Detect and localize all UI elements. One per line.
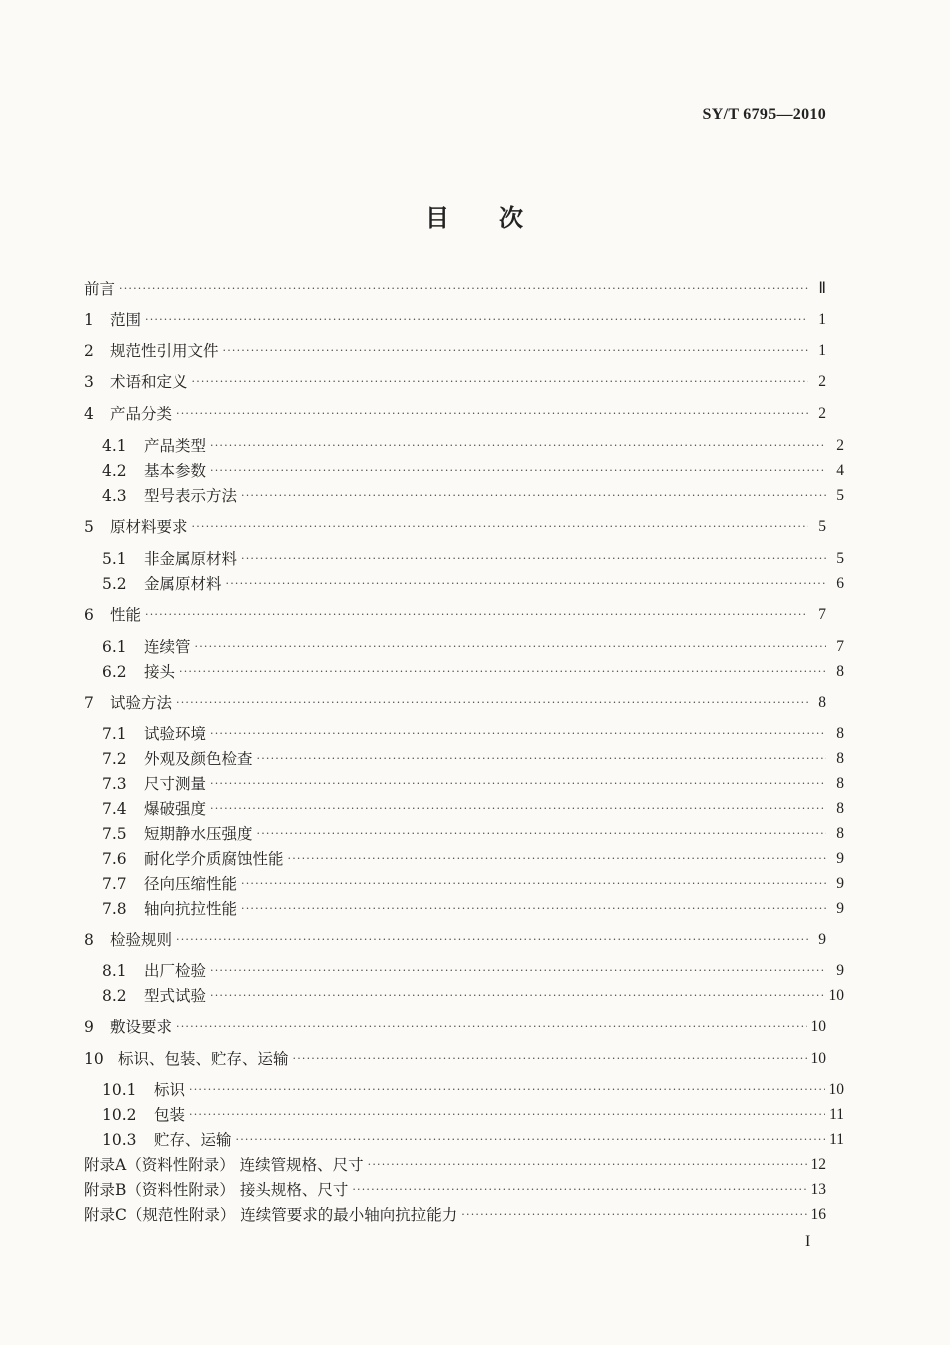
- toc-page: 2: [836, 437, 844, 454]
- toc-number: 4.3: [102, 487, 127, 505]
- toc-entry[interactable]: [84, 848, 844, 870]
- toc-entry[interactable]: [84, 985, 844, 1007]
- toc-number: 7.6: [102, 850, 127, 868]
- toc-number: 8.2: [102, 987, 127, 1005]
- toc-entry[interactable]: [84, 898, 844, 920]
- toc-number: 1: [84, 311, 94, 329]
- toc-page: 16: [810, 1206, 826, 1223]
- toc-label: 原材料要求: [110, 518, 188, 536]
- toc-page: 10: [810, 1018, 826, 1035]
- toc-number: 10.1: [102, 1081, 137, 1099]
- toc-label: 接头: [144, 663, 176, 681]
- toc-page: 12: [810, 1156, 826, 1173]
- toc-label: 产品分类: [110, 405, 173, 423]
- toc-page: 9: [836, 850, 844, 867]
- toc-label: 包装: [154, 1106, 186, 1124]
- toc-page: 2: [818, 373, 826, 390]
- toc-entry[interactable]: [84, 773, 844, 795]
- toc-number: 4.1: [102, 437, 127, 455]
- toc-entry[interactable]: [84, 823, 844, 845]
- toc-label: 型号表示方法: [144, 487, 238, 505]
- toc-number: 6.1: [102, 638, 127, 656]
- toc-number: 5: [84, 518, 94, 536]
- toc-entry[interactable]: [84, 723, 844, 745]
- toc-label: 连续管: [144, 638, 191, 656]
- toc-page: 4: [836, 462, 844, 479]
- toc-page: 8: [836, 750, 844, 767]
- toc-entry[interactable]: [84, 798, 844, 820]
- toc-page: 10: [828, 987, 844, 1004]
- toc-number: 8.1: [102, 962, 127, 980]
- toc-entry[interactable]: [84, 1129, 844, 1151]
- toc-entry[interactable]: [84, 661, 844, 683]
- toc-number: 10.2: [102, 1106, 137, 1124]
- toc-page: 8: [836, 725, 844, 742]
- toc-label: 短期静水压强度: [144, 825, 253, 843]
- toc-label: 试验环境: [144, 725, 207, 743]
- toc-entry[interactable]: [84, 1104, 844, 1126]
- toc-page: 13: [810, 1181, 826, 1198]
- toc-page: 7: [836, 638, 844, 655]
- toc-number: 7.8: [102, 900, 127, 918]
- page-title: [0, 198, 950, 233]
- toc-page: 9: [836, 962, 844, 979]
- toc-entry[interactable]: [84, 516, 826, 538]
- toc-page: 6: [836, 575, 844, 592]
- toc-label: 爆破强度: [144, 800, 207, 818]
- toc-label: 附录A（资料性附录） 连续管规格、尺寸: [84, 1156, 364, 1174]
- toc-label: 规范性引用文件: [110, 342, 219, 360]
- toc-page: 7: [818, 606, 826, 623]
- toc-entry[interactable]: [84, 309, 826, 331]
- toc-label: 耐化学介质腐蚀性能: [144, 850, 284, 868]
- toc-number: 8: [84, 931, 94, 949]
- toc-label: 检验规则: [110, 931, 173, 949]
- toc-number: 7.4: [102, 800, 127, 818]
- toc-number: 3: [84, 373, 94, 391]
- toc-number: 10.3: [102, 1131, 137, 1149]
- toc-label: 性能: [110, 606, 142, 624]
- toc-entry[interactable]: [84, 1048, 826, 1070]
- toc-label: 径向压缩性能: [144, 875, 238, 893]
- toc-label: 敷设要求: [110, 1018, 173, 1036]
- toc-label: 非金属原材料: [144, 550, 238, 568]
- toc-entry[interactable]: [84, 748, 844, 770]
- toc-page: 5: [818, 518, 826, 535]
- toc-entry[interactable]: [84, 1079, 844, 1101]
- toc-label: 轴向抗拉性能: [144, 900, 238, 918]
- toc-page: 9: [836, 875, 844, 892]
- toc-entry[interactable]: [84, 1016, 826, 1038]
- toc-entry[interactable]: [84, 692, 826, 714]
- title-part-2: 次: [499, 203, 525, 232]
- toc-page: 9: [836, 900, 844, 917]
- toc-page: 5: [836, 487, 844, 504]
- title-part-1: 目: [425, 203, 451, 232]
- toc-number: 10: [84, 1050, 104, 1068]
- toc-page: 8: [836, 775, 844, 792]
- toc-label: 范围: [110, 311, 142, 329]
- toc-number: 5.1: [102, 550, 127, 568]
- toc-label: 贮存、运输: [154, 1131, 232, 1149]
- toc-entry[interactable]: [84, 573, 844, 595]
- toc-number: 7.3: [102, 775, 127, 793]
- toc-entry[interactable]: [84, 604, 826, 626]
- toc-label: 试验方法: [110, 694, 173, 712]
- toc-label: 出厂检验: [144, 962, 207, 980]
- toc-entry[interactable]: [84, 485, 844, 507]
- toc-label: 金属原材料: [144, 575, 222, 593]
- toc-entry[interactable]: [84, 1204, 826, 1226]
- toc-entry[interactable]: [84, 873, 844, 895]
- toc-page: 5: [836, 550, 844, 567]
- toc-page: 8: [836, 663, 844, 680]
- toc-number: 7.5: [102, 825, 127, 843]
- toc-number: 2: [84, 342, 94, 360]
- toc-number: 9: [84, 1018, 94, 1036]
- toc-label: 前言: [84, 280, 116, 298]
- toc-number: 7.1: [102, 725, 127, 743]
- toc-page: 8: [836, 825, 844, 842]
- toc-label: 标识: [154, 1081, 186, 1099]
- toc-entry[interactable]: [84, 403, 826, 425]
- toc-entry[interactable]: [84, 960, 844, 982]
- toc-label: 产品类型: [144, 437, 207, 455]
- toc-entry[interactable]: [84, 636, 844, 658]
- toc-entry[interactable]: [84, 435, 844, 457]
- toc-page: 1: [818, 342, 826, 359]
- toc-page: 9: [818, 931, 826, 948]
- toc-page: 2: [818, 405, 826, 422]
- toc-page: 8: [818, 694, 826, 711]
- toc-page: 10: [810, 1050, 826, 1067]
- toc-entry[interactable]: [84, 278, 826, 300]
- toc-entry[interactable]: [84, 371, 826, 393]
- standard-code: SY/T 6795—2010: [702, 106, 826, 123]
- toc-entry[interactable]: [84, 1179, 826, 1201]
- toc-page: 11: [829, 1131, 844, 1148]
- toc-number: 7.7: [102, 875, 127, 893]
- toc-label: 术语和定义: [110, 373, 188, 391]
- toc-number: 5.2: [102, 575, 127, 593]
- toc-label: 型式试验: [144, 987, 207, 1005]
- toc-label: 附录B（资料性附录） 接头规格、尺寸: [84, 1181, 349, 1199]
- toc-number: 6: [84, 606, 94, 624]
- toc-entry[interactable]: [84, 460, 844, 482]
- toc-page: 11: [829, 1106, 844, 1123]
- toc-page: 8: [836, 800, 844, 817]
- toc-entry[interactable]: [84, 929, 826, 951]
- toc-number: 7: [84, 694, 94, 712]
- toc-page: 10: [828, 1081, 844, 1098]
- toc-label: 尺寸测量: [144, 775, 207, 793]
- toc-number: 4.2: [102, 462, 127, 480]
- toc-page: 1: [818, 311, 826, 328]
- toc-number: 4: [84, 405, 94, 423]
- page-number: I: [805, 1233, 811, 1250]
- toc-number: 6.2: [102, 663, 127, 681]
- toc-number: 7.2: [102, 750, 127, 768]
- toc-entry[interactable]: [84, 1154, 826, 1176]
- toc-label: 附录C（规范性附录） 连续管要求的最小轴向抗拉能力: [84, 1206, 458, 1224]
- toc-entry[interactable]: [84, 548, 844, 570]
- toc-page: Ⅱ: [818, 280, 826, 297]
- toc-label: 标识、包装、贮存、运输: [118, 1050, 289, 1068]
- toc-label: 外观及颜色检查: [144, 750, 253, 768]
- toc-entry[interactable]: [84, 340, 826, 362]
- toc-label: 基本参数: [144, 462, 207, 480]
